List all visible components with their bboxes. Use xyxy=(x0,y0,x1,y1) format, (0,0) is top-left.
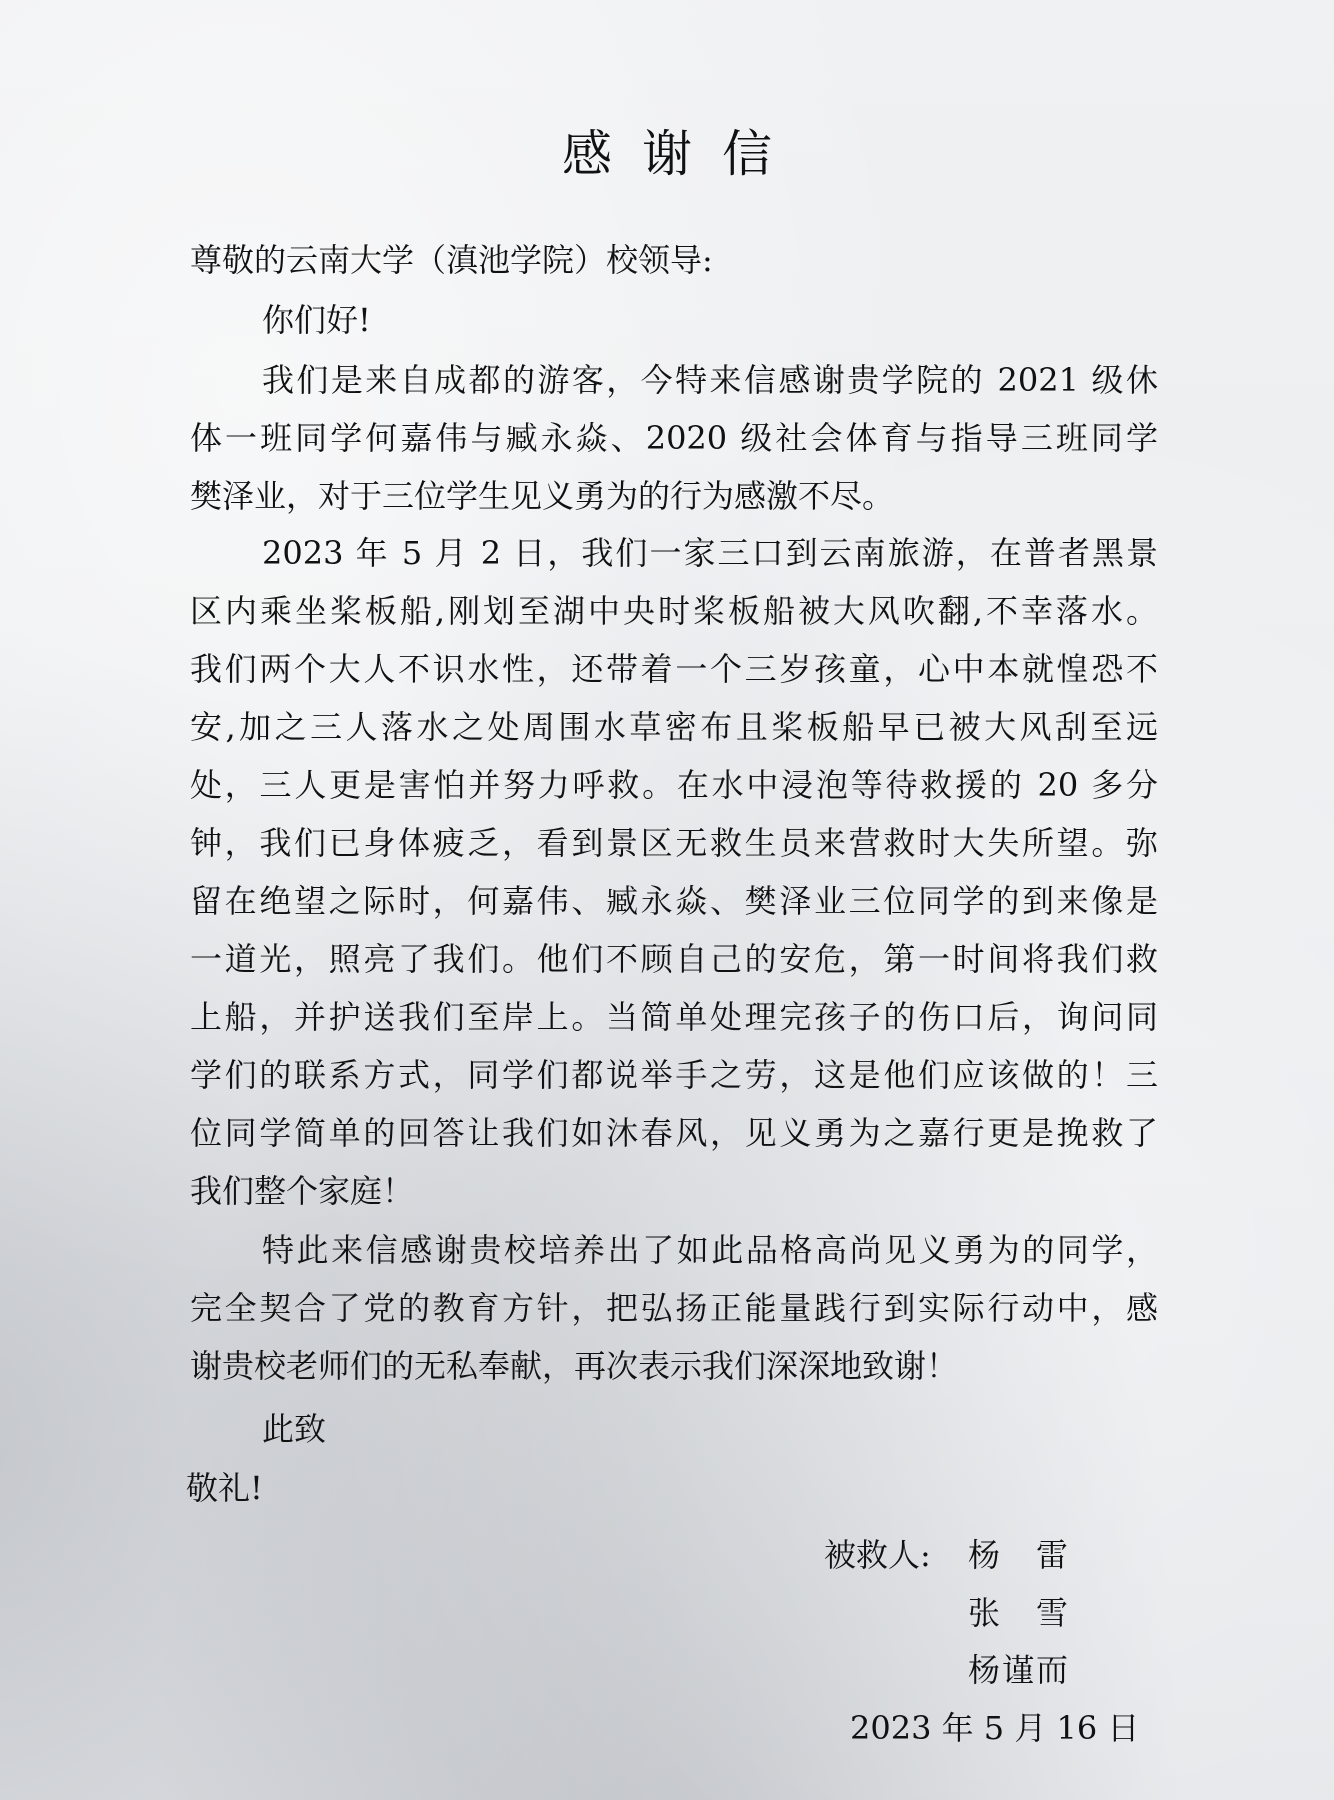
paragraph-line: 特此来信感谢贵校培养出了如此品格高尚见义勇为的同学， xyxy=(262,1231,1158,1269)
paragraph-line: 安,加之三人落水之处周围水草密布且桨板船早已被大风刮至远 xyxy=(190,708,1158,746)
paragraph-line: 我们两个大人不识水性，还带着一个三岁孩童，心中本就惶恐不 xyxy=(190,650,1158,688)
paragraph-line: 留在绝望之际时，何嘉伟、臧永焱、樊泽业三位同学的到来像是 xyxy=(190,882,1158,920)
signature-label: 被救人: xyxy=(824,1536,931,1574)
paragraph-line: 2023 年 5 月 2 日，我们一家三口到云南旅游，在普者黑景 xyxy=(262,534,1158,572)
paragraph-line: 处，三人更是害怕并努力呼救。在水中浸泡等待救援的 20 多分 xyxy=(190,766,1158,804)
paragraph-line: 一道光，照亮了我们。他们不顾自己的安危，第一时间将我们救 xyxy=(190,940,1158,978)
letter-greeting: 你们好! xyxy=(262,301,371,339)
closing-line-2: 敬礼! xyxy=(186,1469,263,1507)
closing-line-1: 此致 xyxy=(262,1410,327,1448)
paragraph-line: 谢贵校老师们的无私奉献，再次表示我们深深地致谢！ xyxy=(190,1347,959,1385)
paragraph-line: 樊泽业，对于三位学生见义勇为的行为感激不尽。 xyxy=(190,477,895,515)
signature-name: 张 雪 xyxy=(968,1594,1071,1632)
paragraph-line: 学们的联系方式，同学们都说举手之劳，这是他们应该做的！三 xyxy=(190,1056,1158,1094)
paragraph-line: 位同学简单的回答让我们如沐春风，见义勇为之嘉行更是挽救了 xyxy=(190,1114,1158,1152)
signature-name: 杨谨而 xyxy=(968,1651,1071,1689)
paragraph-line: 区内乘坐桨板船,刚划至湖中央时桨板船被大风吹翻,不幸落水。 xyxy=(190,592,1158,630)
signature-name: 杨 雷 xyxy=(968,1536,1071,1574)
paragraph-line: 钟，我们已身体疲乏，看到景区无救生员来营救时大失所望。弥 xyxy=(190,824,1158,862)
paragraph-line: 体一班同学何嘉伟与臧永焱、2020 级社会体育与指导三班同学 xyxy=(190,419,1158,457)
letter-date: 2023 年 5 月 16 日 xyxy=(850,1709,1140,1747)
paragraph-line: 我们整个家庭！ xyxy=(190,1172,415,1210)
paragraph-line: 我们是来自成都的游客，今特来信感谢贵学院的 2021 级休 xyxy=(262,361,1158,399)
letter-salutation: 尊敬的云南大学（滇池学院）校领导: xyxy=(190,241,713,279)
paragraph-line: 上船，并护送我们至岸上。当简单处理完孩子的伤口后，询问同 xyxy=(190,998,1158,1036)
paragraph-line: 完全契合了党的教育方针，把弘扬正能量践行到实际行动中，感 xyxy=(190,1289,1158,1327)
letter-title: 感谢信 xyxy=(562,125,802,183)
